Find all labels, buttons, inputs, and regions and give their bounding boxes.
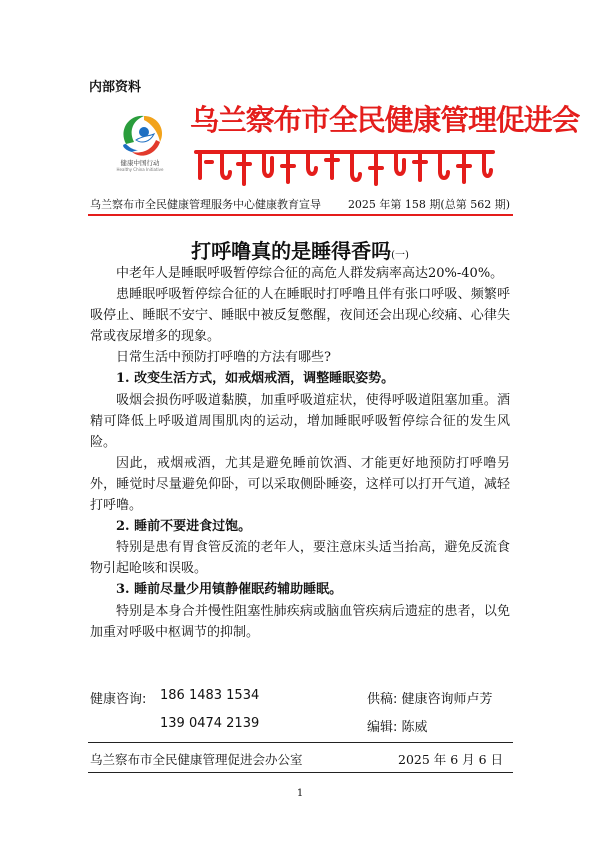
organization-title: 乌兰察布市全民健康管理促进会	[190, 103, 580, 137]
paragraph: 中老年人是睡眠呼吸暂停综合征的高危人群发病率高达20%-40%。	[116, 266, 504, 281]
paragraph: 特别是本身合并慢性阻塞性肺疾病或脑血管疾病后遗症的患者，以免加重对呼吸中枢调节的抑制。	[90, 603, 510, 640]
page-number: 1	[296, 788, 304, 799]
issue-line	[90, 196, 510, 212]
footer-divider-bottom	[88, 772, 513, 773]
article-title	[0, 235, 600, 264]
issue-number: 2025 年第 158 期(总第 562 期)	[347, 198, 510, 211]
supplier-credit: 供稿: 健康咨询师卢芳	[367, 692, 493, 707]
footer-office: 乌兰察布市全民健康管理促进会办公室	[90, 752, 303, 767]
header-divider	[88, 214, 513, 216]
section-heading: 2. 睡前不要进食过饱。	[116, 519, 252, 535]
mongolian-script-title	[192, 144, 497, 190]
footer-date: 2025 年 6 月 6 日	[398, 752, 504, 767]
contact-phone-1: 186 1483 1534	[160, 688, 260, 703]
article-title-text: 打呼噜真的是睡得香吗	[191, 239, 392, 263]
contact-label: 健康咨询:	[90, 692, 147, 707]
issue-source: 乌兰察布市全民健康管理服务中心健康教育宣导	[90, 198, 321, 211]
paragraph: 特别是患有胃食管反流的老年人，要注意床头适当抬高，避免反流食物引起呛咳和误吸。	[90, 540, 510, 577]
section-heading: 1. 改变生活方式，如戒烟戒酒，调整睡眠姿势。	[116, 371, 395, 387]
section-heading: 3. 睡前尽量少用镇静催眠药辅助睡眠。	[116, 582, 343, 598]
paragraph: 患睡眠呼吸暂停综合征的人在睡眠时打呼噜且伴有张口呼吸、频繁呼吸停止、睡眠不安宁、睡眠中被反复憋醒，夜间还会出现心绞痛、心律失常或夜尿增多的现象。	[90, 287, 510, 345]
logo-caption-en: Healthy China Initiative	[116, 167, 164, 172]
article-body	[90, 263, 510, 643]
paragraph: 日常生活中预防打呼噜的方法有哪些?	[116, 350, 331, 366]
internal-label: 内部资料	[89, 80, 142, 95]
editor-credit: 编辑: 陈威	[367, 720, 428, 735]
paragraph: 吸烟会损伤呼吸道黏膜，加重呼吸道症状，使得呼吸道阻塞加重。酒精可降低上呼吸道周围肌肉的运动，增加睡眠呼吸暂停综合征的发生风险。	[90, 392, 510, 450]
logo-caption: 健康中国行动	[120, 159, 160, 167]
contact-phone-2: 139 0474 2139	[160, 716, 260, 731]
paragraph: 因此，戒烟戒酒，尤其是避免睡前饮酒、才能更好地预防打呼噜另外，睡觉时尽量避免仰卧，可以采取侧卧睡姿，这样可以打开气道，减轻打呼噜。	[90, 455, 510, 514]
footer-divider-top	[88, 742, 513, 743]
article-title-suffix: (一)	[391, 250, 409, 261]
